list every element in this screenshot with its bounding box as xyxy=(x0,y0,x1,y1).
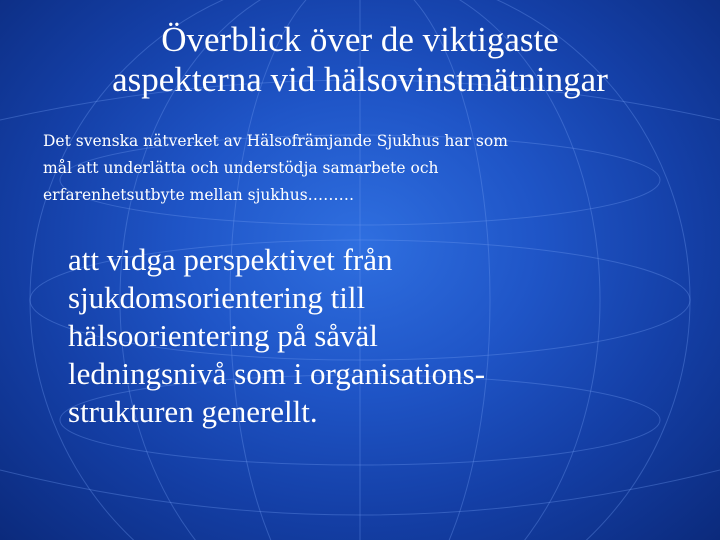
main-statement xyxy=(68,241,708,431)
title-line-1: Överblick över de viktigaste xyxy=(161,20,559,59)
intro-line-3: erfarenhetsutbyte mellan sjukhus……… xyxy=(43,186,355,204)
statement-line-3: hälsoorientering på såväl xyxy=(68,318,378,353)
title-line-2: aspekterna vid hälsovinstmätningar xyxy=(112,60,608,99)
intro-line-2: mål att underlätta och understödja samarbete och xyxy=(43,159,439,177)
statement-line-2: sjukdomsorientering till xyxy=(68,280,366,315)
statement-line-1: att vidga perspektivet från xyxy=(68,242,393,277)
statement-line-4: ledningsnivå som i organisations- xyxy=(68,356,486,391)
intro-line-1: Det svenska nätverket av Hälsofrämjande Sjukhus har som xyxy=(43,132,508,150)
statement-line-5: strukturen generellt. xyxy=(68,394,318,429)
slide-title xyxy=(20,20,700,100)
intro-paragraph xyxy=(43,128,603,209)
